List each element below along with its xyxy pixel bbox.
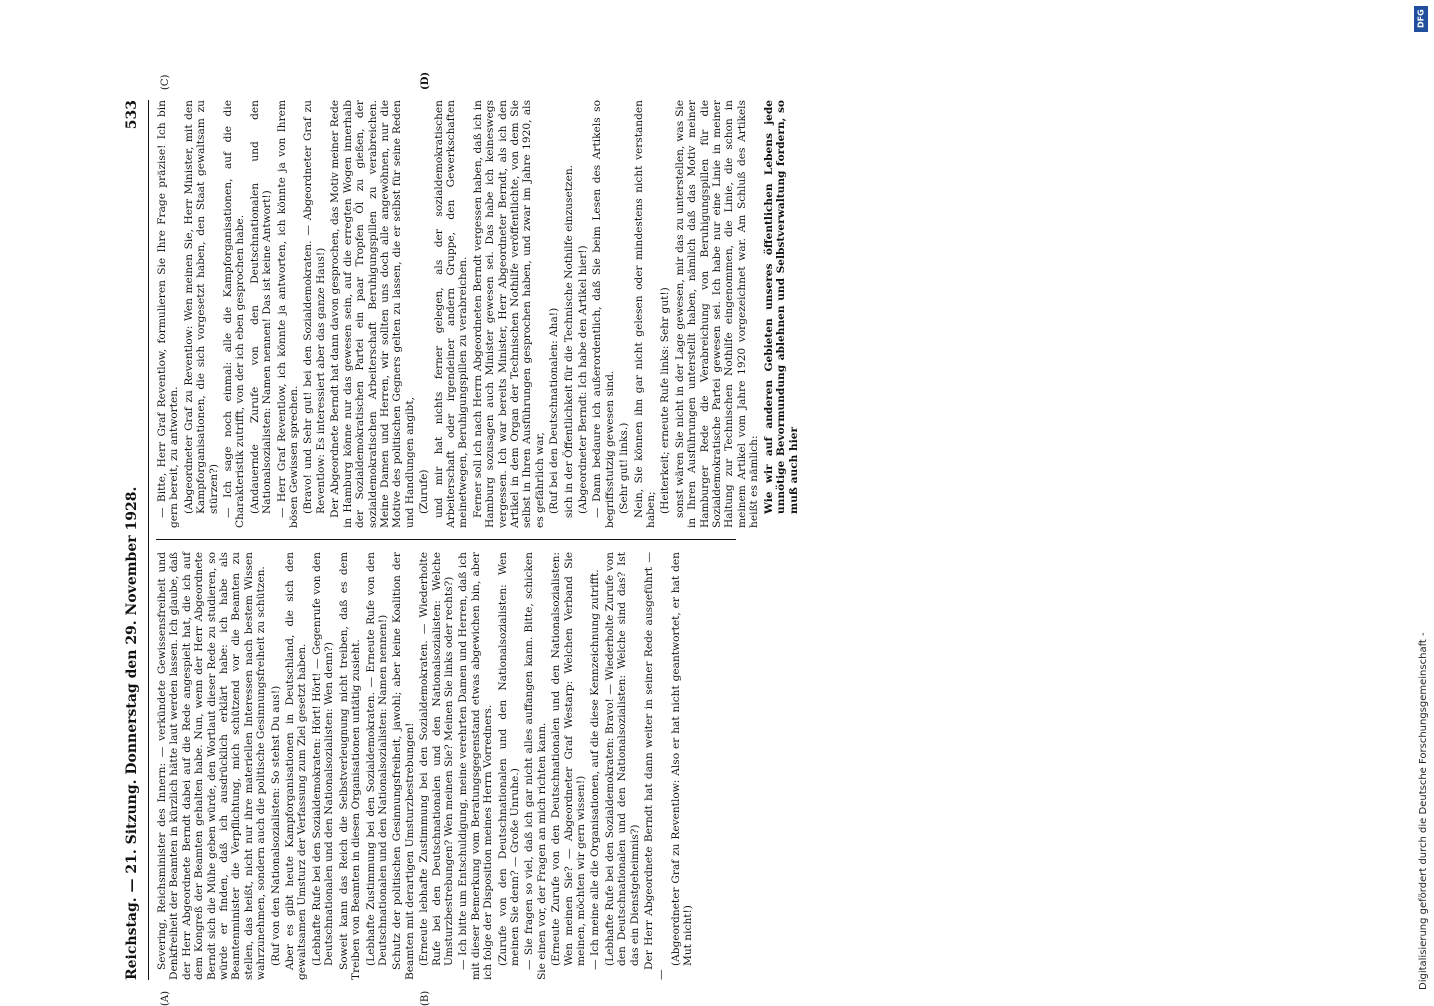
interjection: (Abgeordneter Berndt: Ich habe den Artikel hier!)	[577, 245, 589, 514]
funding-note: Digitalisierung gefördert durch die Deutsche Forschungsgemeinschaft -	[1418, 632, 1429, 990]
interjection: (Andauernde Zurufe von den Deutschnationalen und den Nationalsozialisten: Namen nennen! Das ist keine Antwort!)	[248, 100, 274, 514]
interjection: (Bravo! und Sehr gut! bei den Sozialdemokraten. — Abgeordneter Graf zu Reventlow: Es interessiert aber das ganze Haus!)	[302, 100, 327, 514]
paragraph: — Ich meine alle die Organisationen, auf die diese Kennzeichnung zutrifft.	[589, 569, 602, 970]
paragraph: sonst wären Sie nicht in der Lage gewesen, mir das zu unterstellen, was Sie in Ihren Ausführungen unterstellt haben, nämlich daß das Motiv meiner Hamburger Rede die Verabreichung von Beruhigungspillen für die Sozialdemokratische Partei gewesen sei. Ich habe nur eine Linie in meiner Haltung zur Technischen Nothilfe eingenommen, die Linie, die schon in meinem Artikel vom Jahre 1920 vorgezeichnet war. Am Schluß des Artikels heißt es nämlich:	[673, 100, 761, 528]
interjection: (Ruf von den Nationalsozialisten: So stehst Du aus!)	[269, 685, 282, 966]
margin-mark-c: (C)	[160, 74, 171, 90]
paragraph: Schutz der politischen Gesinnungsfreiheit, jawohl; aber keine Koalition der Beamten mit derartigen Umsturzbestrebungen!	[391, 552, 416, 980]
paragraph: Der Abgeordnete Berndt hat dann davon gesprochen, das Motiv meiner Rede in Hamburg könne nur das gewesen sein, auf die erregten Wogen innerhalb der Sozialdemokratischen Partei ein paar Tropfen Öl zu gießen, der sozialdemokratischen Arbeiterschaft Beruhigungspillen zu verabreichen. Meine Damen und Herren, wir sollten uns doch alle angewöhnen, nur die Motive des politischen Gegners gelten zu lassen, die er selbst für seine Reden und Handlungen angibt,	[329, 100, 416, 528]
column-divider	[156, 539, 736, 540]
header-title: Reichstag. — 21. Sitzung. Donnerstag den 29. November 1928.	[124, 486, 140, 980]
paragraph: und mir hat nichts ferner gelegen, als der sozialdemokratischen Arbeiterschaft oder irgendeiner andern Gruppe, den Gewerkschaften meinetwegen, Beruhigungspillen zu verabreichen.	[432, 100, 470, 528]
interjection: (Lebhafte Rufe bei den Sozialdemokraten: Hört! Hört! — Gegenrufe von den Deutschnationalen und den Nationalsozialisten: Wen denn?)	[310, 552, 336, 966]
interjection: (Abgeordneter Graf zu Reventlow: Wen meinen Sie, Herr Minister, mit den Kampforganisationen, die sich vorgesetzt haben, den Staat gewaltsam zu stürzen?)	[182, 100, 220, 514]
paragraph: — Ich bitte um Entschuldigung, meine verehrten Damen und Herren, daß ich mit dieser Bemerkung vom Beratungsgegenstand etwas abgewichen bin, aber ich folge der Disposition meines Herrn Vorredners.	[457, 552, 495, 980]
interjection: (Heiterkeit; erneute Rufe links: Sehr gut!)	[659, 287, 672, 514]
interjection: (Ruf bei den Deutschnationalen: Aha!)	[548, 307, 561, 514]
interjection: (Lebhafte Zustimmung bei den Sozialdemokraten. — Erneute Rufe von den Deutschnationalen und den Nationalsozialisten: Namen nennen!)	[364, 552, 389, 966]
page-header	[120, 100, 144, 980]
paragraph: Ferner soll ich nach Herrn Abgeordneten Berndt vergessen haben, daß ich in Hamburg sozusagen auch Minister gewesen sei. Das habe ich keineswegs vergessen. Ich war bereits Minister, Herr Abgeordneter Berndt, als ich den Artikel in dem Organ der Technischen Nothilfe veröffentlichte, von dem Sie selbst in Ihren Ausführungen gesprochen haben, und zwar im Jahre 1920, als es gefährlich war,	[471, 100, 546, 528]
paragraph: Nein, Sie können ihn gar nicht gelesen oder mindestens nicht verstanden haben;	[632, 100, 658, 528]
rotated-sheet	[120, 71, 1320, 1006]
paragraph: — Herr Graf Reventlow, ich könnte ja antworten, ich könnte ja von Ihrem bösen Gewissen sprechen.	[275, 100, 301, 528]
paragraph: — Bitte, Herr Graf Reventlow, formulieren Sie Ihre Frage präzise! Ich bin gern bereit, zu antworten.	[156, 100, 181, 528]
page-number: 533	[124, 100, 140, 130]
header-rule	[148, 100, 149, 980]
paragraph: sich in der Öffentlichkeit für die Technische Nothilfe einzusetzen.	[562, 164, 575, 518]
right-column	[156, 100, 802, 528]
paragraph: Soweit kann das Reich die Selbstverleugnung nicht treiben, daß es dem Treiben von Beamten in diesen Organisationen untätig zusieht.	[337, 552, 363, 980]
interjection: (Lebhafte Rufe bei den Sozialdemokraten: Bravo! — Wiederholte Zurufe von den Deutschnationalen und den Nationalsozialisten: Welche sind das? Ist das ein Dienstgeheimnis?)	[603, 552, 641, 966]
paragraph: Der Herr Abgeordnete Berndt hat dann weiter in seiner Rede ausgeführt — —	[643, 552, 668, 980]
paragraph: — Ich sage noch einmal: alle die Kampforganisationen, auf die die Charakteristik zutrifft, von der ich eben gesprochen habe.	[222, 100, 247, 528]
interjection: (Zurufe)	[418, 469, 431, 514]
quotation: Wie wir auf anderen Gebieten unseres öffentlichen Lebens jede unnötige Bevormundung ablehnen und Selbstverwaltung fordern, so muß auch hier	[762, 100, 800, 514]
interjection: (Zurufe von den Deutschnationalen und den Nationalsozialisten: Wen meinen Sie denn? — Große Unruhe.)	[496, 552, 521, 966]
interjection: (Erneute lebhafte Zustimmung bei den Sozialdemokraten. — Wiederholte Rufe bei den Deutschnationalen und den Nationalsozialisten: Welche Umsturzbestrebungen? Wen meinen Sie? Meinen Sie links oder rechts?)	[418, 552, 455, 966]
margin-mark-b: (B)	[420, 990, 431, 1006]
paragraph: Aber es gibt heute Kampforganisationen in Deutschland, die sich den gewaltsamen Umsturz der Verfassung zum Ziel gesetzt haben.	[284, 552, 309, 980]
left-column	[156, 552, 697, 980]
margin-mark-a: (A)	[160, 990, 171, 1006]
paragraph: Severing, Reichsminister des Innern: — verkündete Gewissensfreiheit und Denkfreiheit der Beamten in kürzlich hätte laut werden lassen. Ich glaube, daß der Herr Abgeordnete Berndt dabei auf die Rede angespielt hat, die ich auf dem Kongreß der Beamten gehalten habe. Nun, wenn der Herr Abgeordnete Berndt sich die Mühe geben würde, den Wortlaut dieser Rede zu studieren, so würde er finden, daß ich ausdrücklich erklärt habe: ich habe als Beamtenminister die Verpflichtung, mich schützend vor die Beamten zu stellen, das heißt, nicht nur ihre materiellen Interessen nach bestem Wissen wahrzunehmen, sondern auch die politische Gesinnungsfreiheit zu schützen.	[156, 552, 268, 980]
interjection: (Abgeordneter Graf zu Reventlow: Also er hat nicht geantwortet, er hat den Mut nicht!)	[669, 552, 695, 966]
margin-mark-d: (D)	[420, 71, 431, 90]
interjection: (Sehr gut! links.)	[618, 422, 631, 514]
paragraph: — Sie fragen so viel, daß ich gar nicht alles auffangen kann. Bitte, schicken Sie einen vor, der Fragen an mich richten kann.	[523, 552, 548, 980]
interjection: (Erneute Zurufe von den Deutschnationalen und den Nationalsozialisten: Wen meinen Sie? — Abgeordneter Graf Westarp: Welchen Verband Sie meinen, möchten wir gern wissen!)	[550, 552, 587, 966]
paragraph: — Dann bedaure ich außerordentlich, daß Sie beim Lesen des Artikels so begriffsstutzig gewesen sind.	[591, 100, 616, 528]
dfg-logo: DFG	[1414, 6, 1428, 32]
